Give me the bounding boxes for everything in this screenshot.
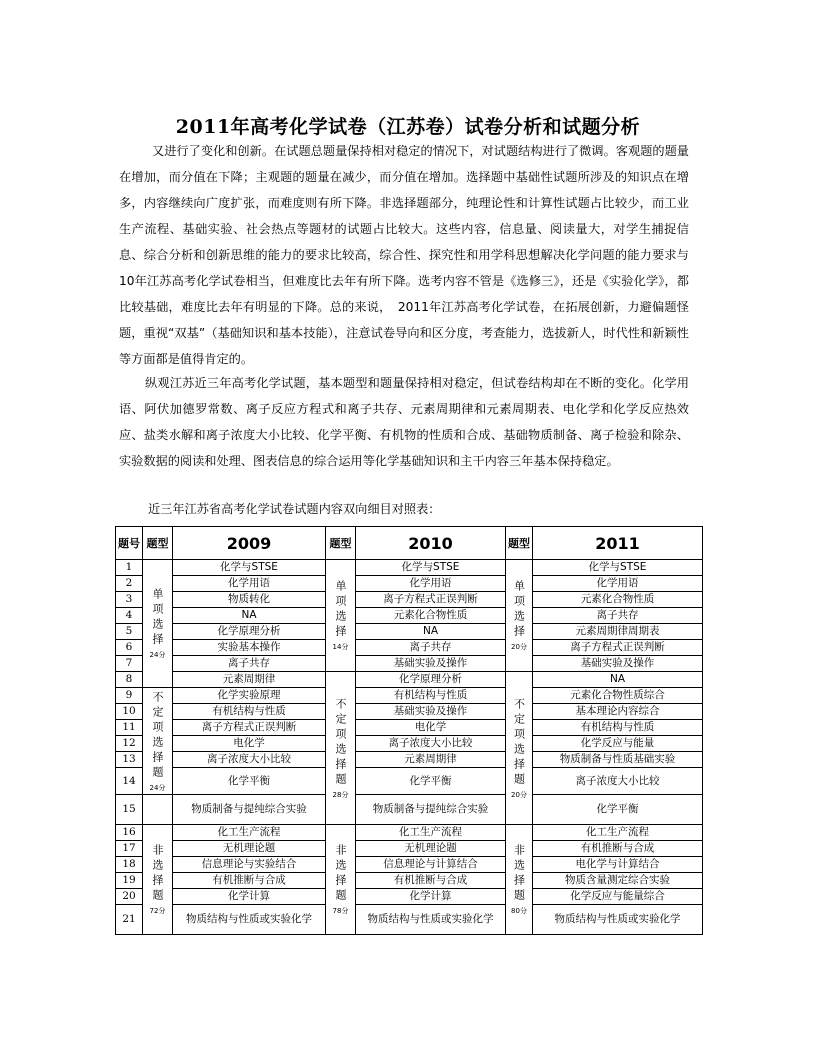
topic-2011: 化工生产流程 xyxy=(533,825,703,841)
type-cell-2009-label: 不定项选择题 xyxy=(151,690,164,781)
table-row xyxy=(116,576,703,592)
table-row xyxy=(116,841,703,857)
type-cell-2009-label: 单项选择 xyxy=(151,588,164,648)
type-cell-2011-score: 80分 xyxy=(511,907,527,915)
header-type-2010: 题型 xyxy=(326,527,356,560)
table-body xyxy=(116,527,703,935)
question-number: 8 xyxy=(116,672,143,688)
topic-2010: 离子方程式正误判断 xyxy=(356,592,506,608)
topic-2011: 电化学与计算结合 xyxy=(533,857,703,873)
topic-2010: 基础实验及操作 xyxy=(356,656,506,672)
topic-2011: 化学反应与能量综合 xyxy=(533,889,703,905)
table-row xyxy=(116,736,703,752)
topic-2011: 有机结构与性质 xyxy=(533,720,703,736)
table-row xyxy=(116,560,703,576)
topic-2010: 离子共存 xyxy=(356,640,506,656)
question-number: 3 xyxy=(116,592,143,608)
question-number: 18 xyxy=(116,857,143,873)
topic-2010: 物质制备与提纯综合实验 xyxy=(356,795,506,825)
topic-2009: 离子共存 xyxy=(173,656,326,672)
question-number: 17 xyxy=(116,841,143,857)
type-cell-2011-label: 单项选择 xyxy=(512,580,526,640)
question-number: 1 xyxy=(116,560,143,576)
question-number: 2 xyxy=(116,576,143,592)
table-row xyxy=(116,825,703,841)
question-number: 11 xyxy=(116,720,143,736)
type-cell-2009-score: 72分 xyxy=(149,907,166,915)
topic-2010: 化学与STSE xyxy=(356,560,506,576)
question-number: 4 xyxy=(116,608,143,624)
type-cell-2011-score: 20分 xyxy=(511,643,527,651)
topic-2009: 有机推断与合成 xyxy=(173,873,326,889)
topic-2009: 化工生产流程 xyxy=(173,825,326,841)
topic-2011: 化学与STSE xyxy=(533,560,703,576)
topic-2010: 信息理论与计算结合 xyxy=(356,857,506,873)
question-number: 10 xyxy=(116,704,143,720)
table-row xyxy=(116,656,703,672)
topic-2011: 物质制备与性质基础实验 xyxy=(533,752,703,768)
table-row xyxy=(116,672,703,688)
topic-2009: 化学实验原理 xyxy=(173,688,326,704)
topic-2011: 化学反应与能量 xyxy=(533,736,703,752)
type-cell-2009-score: 24分 xyxy=(149,651,166,659)
type-cell-2011-label: 非选择题 xyxy=(512,844,526,904)
type-cell-2010 xyxy=(326,560,356,672)
type-cell-2010-label: 非选择题 xyxy=(334,844,347,904)
topic-2010: 基础实验及操作 xyxy=(356,704,506,720)
topic-2010: NA xyxy=(356,624,506,640)
topic-2010: 化学用语 xyxy=(356,576,506,592)
topic-2011: 离子浓度大小比较 xyxy=(533,768,703,795)
table-row xyxy=(116,720,703,736)
type-cell-2009-label: 非选择题 xyxy=(151,844,164,904)
type-cell-2010 xyxy=(326,672,356,825)
type-cell-2010-score: 78分 xyxy=(332,907,349,915)
type-cell-2010-label: 单项选择 xyxy=(334,580,347,640)
topic-2010: 化学计算 xyxy=(356,889,506,905)
type-cell-2009 xyxy=(143,825,173,935)
topic-2009: 无机理论题 xyxy=(173,841,326,857)
type-cell-2009 xyxy=(143,795,173,825)
table-row xyxy=(116,704,703,720)
table-row xyxy=(116,795,703,825)
topic-2009: 化学原理分析 xyxy=(173,624,326,640)
topic-2009: 物质转化 xyxy=(173,592,326,608)
topic-2011: 元素化合物性质综合 xyxy=(533,688,703,704)
paragraph-overview: 纵观江苏近三年高考化学试题，基本题型和题量保持相对稳定，但试卷结构却在不断的变化。化学用语、阿伏加德罗常数、离子反应方程式和离子共存、元素周期律和元素周期表、电化学和化学反应热效应、盐类水解和离子浓度大小比较、化学平衡、有机物的性质和合成、基础物质制备、离子检验和除杂、实验数据的阅读和处理、图表信息的综合运用等化学基础知识和主干内容三年基本保持稳定。 xyxy=(119,376,689,468)
header-year-2009: 2009 xyxy=(173,527,326,560)
topic-2010: 有机结构与性质 xyxy=(356,688,506,704)
topic-2010: 电化学 xyxy=(356,720,506,736)
question-number: 19 xyxy=(116,873,143,889)
question-number: 16 xyxy=(116,825,143,841)
topic-2009: 电化学 xyxy=(173,736,326,752)
topic-2009: 有机结构与性质 xyxy=(173,704,326,720)
header-num: 题号 xyxy=(116,527,143,560)
topic-2009: 化学用语 xyxy=(173,576,326,592)
topic-2011: 化学平衡 xyxy=(533,795,703,825)
table-row xyxy=(116,592,703,608)
type-cell-2009-score: 24分 xyxy=(149,783,166,792)
topic-2009: 化学平衡 xyxy=(173,768,326,795)
type-cell-2011 xyxy=(506,825,533,935)
type-cell-2010-score: 28分 xyxy=(332,790,349,799)
table-row xyxy=(116,857,703,873)
header-year-2011: 2011 xyxy=(533,527,703,560)
topic-2009: 化学与STSE xyxy=(173,560,326,576)
type-cell-2009 xyxy=(143,560,173,688)
question-number: 14 xyxy=(116,768,143,795)
question-number: 9 xyxy=(116,688,143,704)
topic-2011: 基本理论内容综合 xyxy=(533,704,703,720)
question-number: 15 xyxy=(116,795,143,825)
table-row xyxy=(116,624,703,640)
topic-2009: 物质结构与性质或实验化学 xyxy=(173,905,326,935)
paragraph-intro: 又进行了变化和创新。在试题总题量保持相对稳定的情况下，对试题结构进行了微调。客观题的题量在增加，而分值在下降；主观题的题量在减少，而分值在增加。选择题中基础性试题所涉及的知识点在增多，内容继续向广度扩张，而难度则有所下降。非选择题部分，纯理论性和计算性试题占比较少，而工业生产流程、基础实验、社会热点等题材的试题占比较大。这些内容，信息量、阅读量大，对学生捕捉信息、综合分析和创新思维的能力的要求比较高，综合性、探究性和用学科思想解决化学问题的能力要求与 10年江苏高考化学试卷相当，但难度比去年有所下降。选考内容不管是《选修三》，还是《实验化学》，都比较基础，难度比去年有明显的下降。总的来说， 2011年江苏高考化学试卷，在拓展创新，力避偏题怪题，重视“双基”（基础知识和基本技能），注意试卷导向和区分度，考查能力，选拔新人，时代性和新颖性等方面都是值得肯定的。 xyxy=(119,144,689,366)
topic-2011: 离子方程式正误判断 xyxy=(533,640,703,656)
header-year-2010: 2010 xyxy=(356,527,506,560)
topic-2011: 元素周期律周期表 xyxy=(533,624,703,640)
table-caption: 近三年江苏省高考化学试卷试题内容双向细目对照表： xyxy=(148,502,441,516)
header-type-2011: 题型 xyxy=(506,527,533,560)
topic-2009: 信息理论与实验结合 xyxy=(173,857,326,873)
question-number: 20 xyxy=(116,889,143,905)
type-cell-2010-score: 14分 xyxy=(332,643,349,651)
topic-2010: 元素周期律 xyxy=(356,752,506,768)
table-row xyxy=(116,905,703,935)
topic-2009: 实验基本操作 xyxy=(173,640,326,656)
table-row xyxy=(116,640,703,656)
topic-2010: 有机推断与合成 xyxy=(356,873,506,889)
header-type-2009: 题型 xyxy=(143,527,173,560)
topic-2010: 化工生产流程 xyxy=(356,825,506,841)
question-number: 6 xyxy=(116,640,143,656)
table-row xyxy=(116,688,703,704)
type-cell-2011-label: 不定项选择题 xyxy=(512,697,526,788)
type-cell-2009 xyxy=(143,688,173,795)
topic-2009: 化学计算 xyxy=(173,889,326,905)
table-row xyxy=(116,768,703,795)
type-cell-2010-label: 不定项选择题 xyxy=(334,697,347,788)
topic-2009: 物质制备与提纯综合实验 xyxy=(173,795,326,825)
table-header-row xyxy=(116,527,703,560)
table-row xyxy=(116,608,703,624)
topic-2011: 化学用语 xyxy=(533,576,703,592)
topic-2011: 物质结构与性质或实验化学 xyxy=(533,905,703,935)
topic-2010: 化学平衡 xyxy=(356,768,506,795)
topic-2011: 物质含量测定综合实验 xyxy=(533,873,703,889)
topic-2011: 离子共存 xyxy=(533,608,703,624)
question-number: 5 xyxy=(116,624,143,640)
topic-2009: 离子方程式正误判断 xyxy=(173,720,326,736)
topic-2009: NA xyxy=(173,608,326,624)
topic-2009: 元素周期律 xyxy=(173,672,326,688)
question-number: 7 xyxy=(116,656,143,672)
table-row xyxy=(116,873,703,889)
comparison-table xyxy=(115,526,703,935)
question-number: 12 xyxy=(116,736,143,752)
table-row xyxy=(116,889,703,905)
topic-2011: 基础实验及操作 xyxy=(533,656,703,672)
question-number: 13 xyxy=(116,752,143,768)
topic-2010: 元素化合物性质 xyxy=(356,608,506,624)
topic-2011: NA xyxy=(533,672,703,688)
topic-2009: 离子浓度大小比较 xyxy=(173,752,326,768)
type-cell-2011-score: 20分 xyxy=(511,790,527,799)
type-cell-2011 xyxy=(506,672,533,825)
question-number: 21 xyxy=(116,905,143,935)
table-row xyxy=(116,752,703,768)
topic-2011: 元素化合物性质 xyxy=(533,592,703,608)
topic-2010: 物质结构与性质或实验化学 xyxy=(356,905,506,935)
topic-2011: 有机推断与合成 xyxy=(533,841,703,857)
topic-2010: 无机理论题 xyxy=(356,841,506,857)
type-cell-2010 xyxy=(326,825,356,935)
topic-2010: 离子浓度大小比较 xyxy=(356,736,506,752)
document-title: 2011年高考化学试卷（江苏卷）试卷分析和试题分析 xyxy=(175,116,641,138)
type-cell-2011 xyxy=(506,560,533,672)
topic-2010: 化学原理分析 xyxy=(356,672,506,688)
